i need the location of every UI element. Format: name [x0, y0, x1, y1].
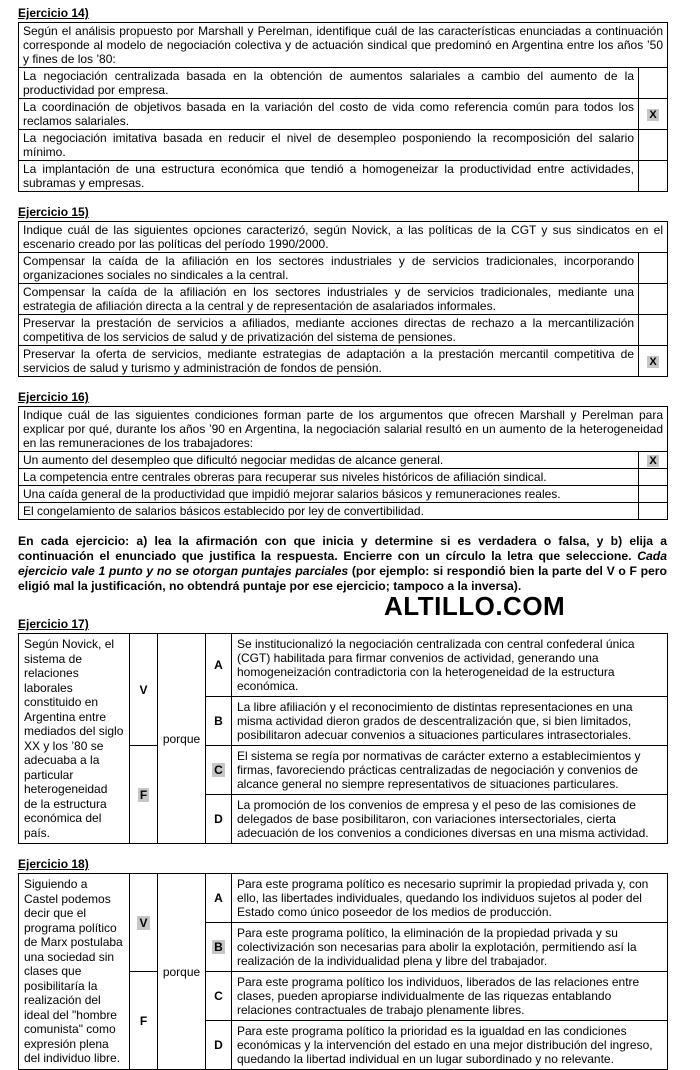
exercise-17-choice-b-cell: [206, 697, 232, 746]
exercise-14-question: Según el análisis propuesto por Marshall y Perelman, identifique cuál de las características enunciadas a continuación corresponde al modelo de negociación colectiva y de actuación sindical que predominó en Argentina entre los años ’50 y fines de los ’80:: [19, 23, 668, 68]
exercise-14-option-3-mark-cell: [639, 130, 668, 161]
exercise-15-option-3-text: Preservar la prestación de servicios a afiliados, mediante acciones directas de rechazo a la mercantilización competitiva de los servicios de salud y de privatización del sistema de pensiones.: [19, 315, 639, 346]
exercise-16-option-2-mark-cell: [639, 469, 668, 486]
exercise-15-label: Ejercicio 15): [18, 205, 89, 219]
exercise-15-option-1-text: Compensar la caída de la afiliación en los sectores industriales y de servicios tradicionales, incorporando organizaciones sociales no sindicales a la central.: [19, 253, 639, 284]
exercise-18-choice-b-text: Para este programa político, la eliminación de la propiedad privada y su colectivización son necesarias para abolir la explotación, permitiendo así la realización de la individualidad plena y libre del trabajador.: [232, 923, 668, 972]
exercise-15-option-3-mark-cell: [639, 315, 668, 346]
false-letter: F: [139, 1013, 148, 1028]
exercise-14-option-1-mark-cell: [639, 68, 668, 99]
choice-letter: A: [214, 891, 223, 905]
exercise-18-choice-b-cell: [206, 923, 232, 972]
exercise-18-choice-a-cell: [206, 874, 232, 923]
exercise-17-section: [18, 617, 669, 844]
exercise-17-statement: Según Novick, el sistema de relaciones laborales constituido en Argentina entre mediados del siglo XX y los ’80 se adecuaba a la particular heterogeneidad de la estructura económica del país.: [19, 634, 130, 844]
true-letter: V: [139, 682, 148, 697]
exercise-18-choice-c-text: Para este programa político los individuos, liberados de las relaciones entre clases, pueden apropiarse individualmente de las riquezas entablando relaciones contractuales de trabajo plenamente libres.: [232, 972, 668, 1021]
exercise-14-option-4-text: La implantación de una estructura económica que tendió a homogeneizar la productividad entre actividades, subramas y empresas.: [19, 161, 639, 192]
exercise-16-option-1-mark-cell: [639, 452, 668, 469]
exercise-17-choice-d-text: La promoción de los convenios de empresa y el peso de las comisiones de delegados de base posibilitaron, con variaciones intersectoriales, cierta adecuación de los convenios a condiciones diversas en una misma actividad.: [232, 795, 668, 844]
exercise-15-table: [18, 221, 668, 377]
exercise-16-option-2-text: La competencia entre centrales obreras para recuperar sus niveles históricos de afiliación sindical.: [19, 469, 639, 486]
exercise-14-label: Ejercicio 14): [18, 6, 89, 20]
instructions-emphasis: Cada ejercicio vale 1 punto y no se otorgan puntajes parciales: [18, 549, 667, 578]
exercise-18-connector: porque: [158, 874, 206, 1070]
exercise-17-table: [18, 633, 668, 844]
exercise-18-choice-a-text: Para este programa político es necesario suprimir la propiedad privada y, con ello, las libertades individuales, quedando los individuos sujetos al poder del Estado como único poseedor de los medios de producción.: [232, 874, 668, 923]
choice-letter: D: [214, 812, 223, 826]
exercise-14-option-2-text: La coordinación de objetivos basada en la variación del costo de vida como referencia común para todos los reclamos salariales.: [19, 99, 639, 130]
instructions-text-end: (por ejemplo: si respondió bien la parte del V o F pero eligió mal la justificación, no obtendrá puntaje por ese ejercicio; tampoco a la inversa).: [18, 564, 667, 593]
exercise-15-option-4-text: Preservar la oferta de servicios, mediante estrategias de adaptación a la prestación mercantil competitiva de servicios de salud y turismo y administración de fondos de pensión.: [19, 346, 639, 377]
answer-mark: X: [649, 356, 657, 368]
answer-mark: X: [649, 455, 657, 467]
exercise-18-choice-d-cell: [206, 1021, 232, 1070]
exercise-17-choice-b-text: La libre afiliación y el reconocimiento de distintas representaciones en una misma actividad dieron grados de descentralización que, si bien limitados, posibilitaron adecuar convenios a situaciones particulares intrasectoriales.: [232, 697, 668, 746]
exercise-17-choice-a-text: Se institucionalizó la negociación centralizada con central confederal única (CGT) habilitada para firmar convenios de actividad, generando una homogeneización contradictoria con la heterogeneidad de la estructura económica.: [232, 634, 668, 697]
choice-letter: D: [214, 1038, 223, 1052]
exercise-16-option-3-mark-cell: [639, 486, 668, 503]
exercise-17-label: Ejercicio 17): [18, 617, 89, 631]
exercise-18-section: [18, 857, 669, 1070]
exercise-16-option-4-mark-cell: [639, 503, 668, 520]
answer-mark: X: [649, 109, 657, 121]
false-letter: F: [139, 787, 148, 802]
exercise-16-question: Indique cuál de las siguientes condiciones forman parte de los argumentos que ofrecen Marshall y Perelman para explicar por qué, durante los años ’90 en Argentina, la negociación salarial resultó en un aumento de la heterogeneidad en las remuneraciones de los trabajadores:: [19, 407, 668, 452]
exercise-18-statement: Siguiendo a Castel podemos decir que el programa político de Marx postulaba una sociedad sin clases que posibilitaría la realización del ideal del "hombre comunista" como expresión plena del individuo libre.: [19, 874, 130, 1070]
exercise-17-choice-c-text: El sistema se regía por normativas de carácter externo a establecimientos y firmas, favoreciendo prácticas centralizadas de negociación y convenios de alcance general no siempre representativos de situaciones particulares.: [232, 746, 668, 795]
exercise-14-option-4-mark-cell: [639, 161, 668, 192]
true-letter: V: [139, 915, 148, 930]
exercise-15-option-1-mark-cell: [639, 253, 668, 284]
exercise-18-false-cell: [130, 972, 158, 1070]
exercise-15-option-4-mark-cell: [639, 346, 668, 377]
exercise-18-label: Ejercicio 18): [18, 857, 89, 871]
exercise-17-false-cell: [130, 746, 158, 844]
choice-letter: B: [214, 714, 223, 728]
choice-letter: C: [214, 989, 223, 1003]
exercise-16-label: Ejercicio 16): [18, 390, 89, 404]
exercise-16-option-3-text: Una caída general de la productividad que impidió mejorar salarios básicos y remuneraciones reales.: [19, 486, 639, 503]
exercise-18-choice-c-cell: [206, 972, 232, 1021]
exercise-14-section: [18, 6, 669, 192]
exercise-17-connector: porque: [158, 634, 206, 844]
exercise-14-option-3-text: La negociación imitativa basada en reducir el nivel de desempleo posponiendo la recomposición del salario mínimo.: [19, 130, 639, 161]
exercise-18-choice-d-text: Para este programa político la prioridad es la igualdad en las condiciones económicas y la intervención del estado en una mejor distribución del ingreso, quedando la libertad individual en un lugar subordinado y no relevante.: [232, 1021, 668, 1070]
exercise-17-true-cell: [130, 634, 158, 746]
exercise-16-section: [18, 390, 669, 520]
choice-letter: B: [214, 940, 223, 954]
instructions-paragraph: [18, 534, 667, 594]
exercise-15-question: Indique cuál de las siguientes opciones caracterizó, según Novick, a las políticas de la CGT y sus sindicatos en el escenario creado por las políticas del período 1990/2000.: [19, 222, 668, 253]
exercise-14-table: [18, 22, 668, 192]
exercise-18-table: [18, 873, 668, 1070]
choice-letter: A: [214, 658, 223, 672]
exercise-16-option-1-text: Un aumento del desempleo que dificultó negociar medidas de alcance general.: [19, 452, 639, 469]
exercise-15-option-2-text: Compensar la caída de la afiliación en los sectores industriales y de servicios tradicionales, mediante una estrategia de afiliación directa a la central y de representación de asalariados informales.: [19, 284, 639, 315]
exercise-16-option-4-text: El congelamiento de salarios básicos establecido por ley de convertibilidad.: [19, 503, 639, 520]
exercise-15-option-2-mark-cell: [639, 284, 668, 315]
altillo-watermark: ALTILLO.COM: [384, 591, 566, 621]
instructions-text-start: En cada ejercicio: a) lea la afirmación con que inicia y determine si es verdadera o falsa, y b) elija a continuación el enunciado que justifica la respuesta. Encierre con un círculo la letra que seleccione.: [18, 534, 667, 563]
exercise-14-option-2-mark-cell: [639, 99, 668, 130]
choice-letter: C: [214, 763, 223, 777]
exercise-14-option-1-text: La negociación centralizada basada en la obtención de aumentos salariales a cambio del aumento de la productividad por empresa.: [19, 68, 639, 99]
exercise-17-choice-d-cell: [206, 795, 232, 844]
exercise-15-section: [18, 205, 669, 377]
exercise-17-choice-c-cell: [206, 746, 232, 795]
exercise-17-choice-a-cell: [206, 634, 232, 697]
exercise-18-true-cell: [130, 874, 158, 972]
exercise-16-table: [18, 406, 668, 520]
